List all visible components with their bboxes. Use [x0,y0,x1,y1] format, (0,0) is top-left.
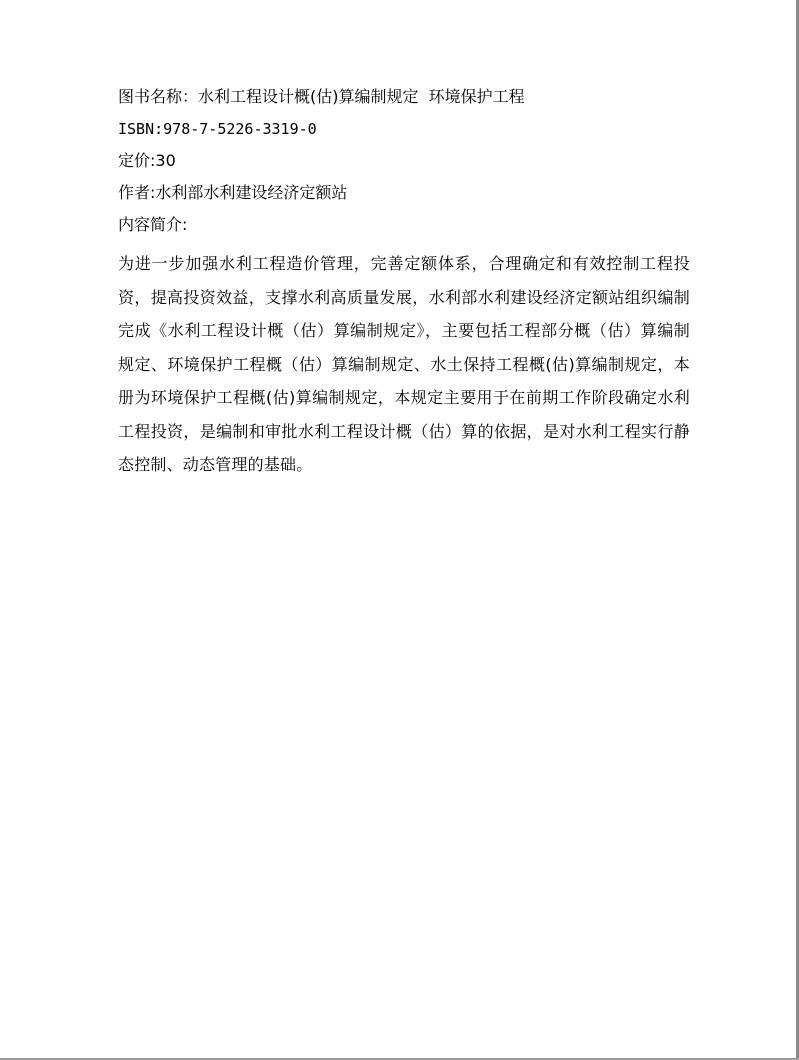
isbn-line: ISBN:978-7-5226-3319-0 [118,120,317,138]
book-title-line: 图书名称：水利工程设计概(估)算编制规定 环境保护工程 [118,87,525,106]
book-info [118,87,690,482]
summary-heading: 内容简介: [118,215,188,234]
price-line: 定价:30 [118,151,176,170]
author-line: 作者:水利部水利建设经济定额站 [118,183,348,202]
summary-text: 为进一步加强水利工程造价管理，完善定额体系，合理确定和有效控制工程投资，提高投资效益，支撑水利高质量发展，水利部水利建设经济定额站组织编制完成《水利工程设计概（估）算编制规定》，主要包括工程部分概（估）算编制规定、环境保护工程概（估）算编制规定、水土保持工程概(估)算编制规定，本册为环境保护工程概(估)算编制规定，本规定主要用于在前期工作阶段确定水利工程投资，是编制和审批水利工程设计概（估）算的依据，是对水利工程实行静态控制、动态管理的基础。 [118,254,690,474]
